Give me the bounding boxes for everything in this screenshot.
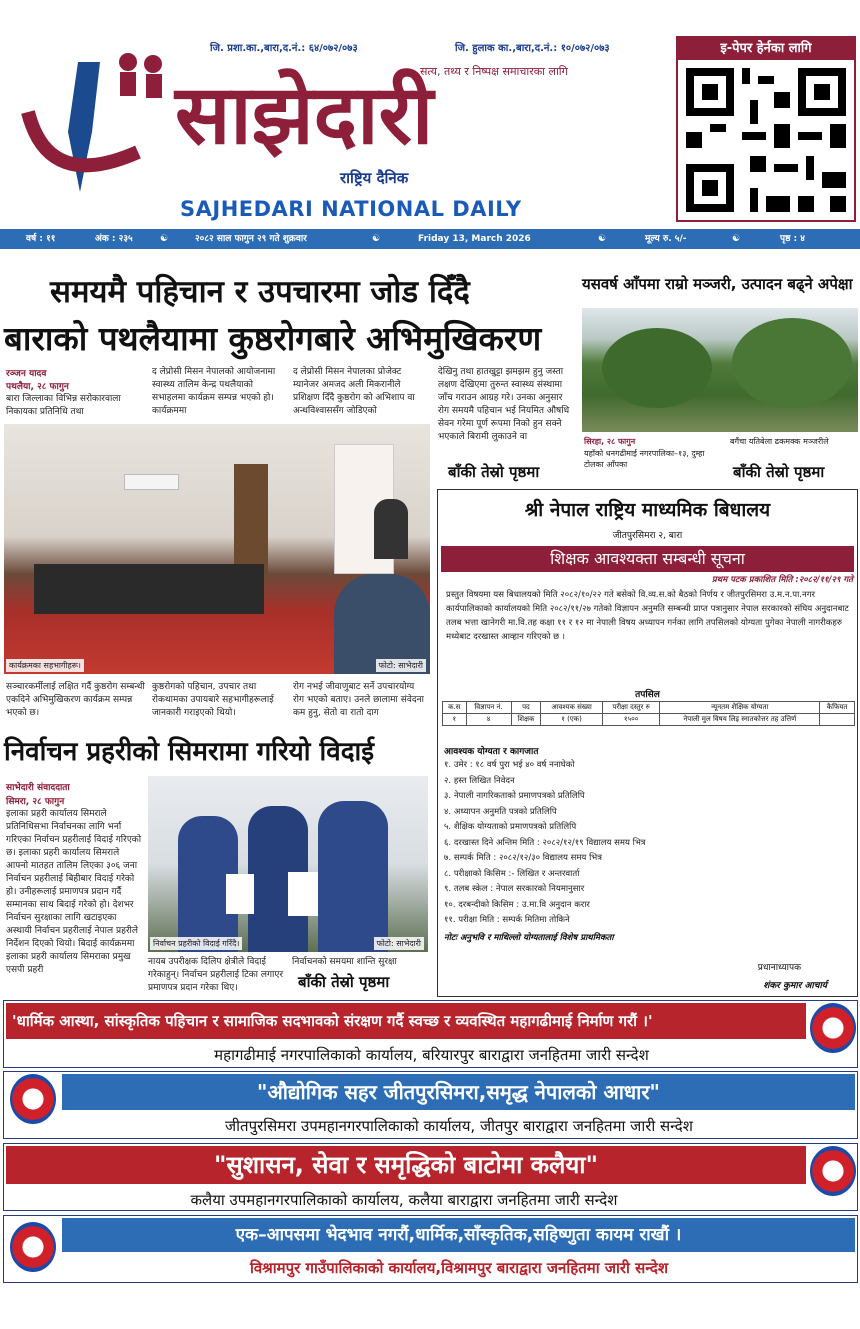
tagline: सत्य, तथ्य र निष्पक्ष समाचारका लागि [420, 65, 568, 78]
ad-banner-bishrampur [3, 1215, 858, 1283]
story1-headline-2: बाराको पथलैयामा कुष्ठरोगबारे अभिमुखिकरण [4, 319, 542, 358]
story1-bottom3: रोग नभई जीवाणुबाट सर्ने उपचारयोग्य रोग भएको बताए। उनले छालामा संवेदना कम हुनु, सेतो वा रातो दाग [293, 682, 424, 718]
story2-photo [582, 308, 858, 432]
story1-bottom1: सञ्चारकर्मीलाई लक्षित गर्दै कुष्ठरोग सम्बन्धी एकदिने अभिमुखिकरण कार्यक्रम सम्पन्न भएको छ। [6, 682, 145, 718]
volume-year: वर्ष : ११ [26, 234, 56, 244]
column-header: विज्ञापन नं. [466, 702, 511, 714]
published-date: प्रथम पटक प्रकाशित मिति :२०८२/११/२९ गते [711, 575, 853, 585]
certificate [288, 872, 318, 916]
table-cell: १ [443, 714, 467, 726]
ad-banner-mahagadhimai [3, 1000, 858, 1068]
price: मूल्य रु. ५/- [645, 234, 687, 244]
story3-byline: साभेदारी संवाददाता [6, 783, 70, 793]
requirement-item: ६. दरखास्त दिने अन्तिम मिति : २०८२/१२/१९ विद्यालय समय भित्र [444, 837, 646, 848]
story3-col1: इलाका प्रहरी कार्यालय सिमराले प्रतिनिधिसभा निर्वाचनका लागि भर्ना गरिएका निर्वाचन प्रहरीलाई विदाई गरिएको छ। इलाका प्रहरी कार्यालय सिमराले आफ्नो मातहत तालिम लिएका ३०६ जना निर्वाचन प्रहरीलाई बिहीबार विदाई गरेको हो। उनीहरूलाई प्रमाणपत्र प्रदान गर्दै सम्मानका साथ बिदाई गरेको हो। देशभर निर्वाचन सुरक्षाका लागि खटाइएका अस्थायी निर्वाचन प्रहरीलाई नेपाल प्रहरीले निर्देशन दिएको थियो। बिदाई कार्यक्रममा इलाका प्रहरी कार्यालय सिमराका प्रमुख एसपी प्रहरी [6, 809, 142, 975]
nepal-emblem-icon [10, 1074, 56, 1124]
certificate [226, 874, 254, 914]
column-header: पद [511, 702, 541, 714]
vacancy-table [442, 701, 855, 726]
story2-continued: बाँकी तेस्रो पृष्ठमा [733, 463, 825, 481]
story1-col3: द लेप्रोसी मिसन नेपालका प्रोजेक्ट म्यानेजर अमजद अली मिकरानीले प्रशिक्षण दिँदै कुष्ठरोग को अभिशाप वा अन्धविश्वाससँग जोडिएको [293, 367, 415, 416]
requirement-item: ३. नेपाली नागरिकताको प्रमाणपत्रको प्रतिलिपि [444, 791, 585, 801]
nepal-emblem-icon [10, 1222, 56, 1272]
logo-text: साझेदारी [175, 68, 434, 163]
requirement-item: ४. अध्यापन अनुमति पत्रको प्रतिलिपि [444, 806, 557, 817]
police-officer [318, 801, 388, 952]
requirements-list [444, 758, 849, 929]
story3-photo-credit: फोटो: साभेदारी [374, 937, 424, 950]
story2-text2: बगैंचा यतिबेला ढकमक्क मञ्जरीले [730, 437, 829, 446]
story1-headline-1: समयमै पहिचान र उपचारमा जोड दिँदै [50, 274, 470, 310]
story1-col1: बारा जिल्लाका विभिन्न सरोकारवाला निकायका प्रतिनिधि तथा [6, 394, 121, 417]
story3-headline: निर्वाचन प्रहरीको सिमरामा गरियो विदाई [4, 737, 374, 767]
school-address: जीतपुरसिमरा २, बारा [612, 531, 683, 541]
story2-headline: यसवर्ष आँपमा राम्रो मञ्जरी, उत्पादन बढ्ने अपेक्षा [582, 275, 853, 293]
pen-logo-icon [8, 42, 178, 192]
column-header: परीक्षा दस्तुर रु [602, 702, 660, 714]
ad-slogan: एक–आपसमा भेदभाव नगरौं,धार्मिक,साँस्कृतिक,सहिष्णुता कायम राखौं । [62, 1218, 855, 1252]
date-nepali: २०८२ साल फागुन २९ गते शुक्रवार [195, 234, 307, 244]
note: नोटः अनुभवि र माथिल्लो योग्यतालाई विशेष प्राथमिकता [444, 933, 614, 943]
ad-banner-kalaiya [3, 1143, 858, 1211]
requirement-item: ९. तलब स्केल : नेपाल सरकारको नियमानुसार [444, 884, 585, 894]
table-cell: ४ [466, 714, 511, 726]
story1-photo-credit: फोटो: साभेदारी [376, 659, 426, 672]
story2-dateline: सिरहा, २८ फागुन [584, 437, 636, 446]
story3-bottom1: नायब उपरीक्षक दिलिप क्षेत्रीले विदाई गरेकाहुन्। निर्वाचन प्रहरीलाई टिका लगाएर प्रमाणपत्र प्रदान गरेका थिए। [148, 957, 284, 993]
epaper-label: इ-पेपर हेर्नका लागि [678, 38, 854, 60]
yin-yang-icon: ☯ [160, 234, 169, 244]
ad-banner-jitpursimara [3, 1071, 858, 1139]
school-name: श्री नेपाल राष्ट्रिय माध्यमिक बिधालय [524, 499, 771, 521]
epaper-box [676, 36, 856, 222]
column-header: कैफियत [820, 702, 855, 714]
ad-slogan: 'धार्मिक आस्था, सांस्कृतिक पहिचान र सामाजिक सदभावको संरक्षण गर्दै स्वच्छ र व्यवस्थित महागढीमाई निर्माण गरौं ।' [6, 1003, 806, 1039]
requirement-item: ७. सम्पर्क मिति : २०८२/१२/३० विद्यालय समय भित्र [444, 853, 602, 863]
story3-dateline: सिमरा, २८ फागुन [6, 797, 65, 807]
issue-number: अंक : २३५ [95, 234, 133, 244]
story1-caption: कार्यक्रमका सहभागीहरू। [6, 659, 84, 672]
ad-issuer: जीतपुरसिमरा उपमहानगरपालिकाको कार्यालय, जीतपुर बाराद्वारा जनहितमा जारी सन्देश [225, 1117, 693, 1135]
speaker [374, 499, 408, 559]
ad-issuer: महागढीमाई नगरपालिकाको कार्यालय, बरियारपुर बाराद्वारा जनहितमा जारी सन्देश [214, 1046, 649, 1064]
story1-col4: देखिनु तथा हातखुट्टा झमझम हुनु जस्ता लक्षण देखिएमा तुरुन्त स्वास्थ्य संस्थामा जाँच गराउन आग्रह गरे। उनका अनुसार रोग समयमै पहिचान भई नियमित औषधि सेवन गरेमा पूर्ण रूपमा निको हुन सक्ने भएकाले बिरामी लुकाउने वा [438, 367, 570, 442]
requirements-title: आवश्यक योग्यता र कागजात [444, 747, 539, 757]
registration-right: जि. हुलाक का.,बारा,द.नं.: १०/०७२/०७३ [455, 43, 610, 54]
vacancy-notice [437, 489, 858, 997]
page-number: पृष्ठ : ४ [780, 234, 805, 244]
column-header: न्यूनतम शैक्षिक योग्यता [660, 702, 820, 714]
column-header: आवश्यक संख्या [541, 702, 603, 714]
subtitle-np: राष्ट्रिय दैनिक [340, 169, 409, 187]
yin-yang-icon: ☯ [372, 234, 381, 244]
qr-code-icon[interactable] [678, 60, 854, 220]
table-row [443, 714, 855, 726]
ad-issuer: कलैया उपमहानगरपालिकाको कार्यालय, कलैया बाराद्वारा जनहितमा जारी सन्देश [190, 1191, 618, 1209]
masthead [0, 0, 860, 228]
story1-byline: रञ्जन यादव [6, 369, 47, 379]
story1-photo [4, 424, 430, 674]
subtitle-en: SAJHEDARI NATIONAL DAILY [180, 197, 522, 221]
table-cell: शिक्षक [511, 714, 541, 726]
story1-bottom2: कुष्ठरोगको पहिचान, उपचार तथा रोकथामका उपायबारे सहभागीहरूलाई जानकारी गराइएको थियो। [152, 682, 274, 718]
story1-col2: द लेप्रोसी मिसन नेपालको आयोजनामा स्वास्थ्य तालिम केन्द्र पथलैयाको सभाहलमा कार्यक्रम सम्पन्न भएको हो। कार्यक्रममा [152, 367, 276, 416]
story1-dateline: पथलैया, २८ फागुन [6, 382, 69, 392]
ac-unit [124, 474, 179, 490]
column-header: क.स [443, 702, 467, 714]
ad-issuer: विश्रामपुर गाउँपालिकाको कार्यालय,विश्रामपुर बाराद्वारा जनहितमा जारी सन्देश [249, 1259, 669, 1277]
table-cell: नेपाली मुल विषय लिइ स्नातकोत्तर तह उत्तिर्ण [660, 714, 820, 726]
table [34, 564, 264, 614]
story3-bottom2: निर्वाचनको समयमा शान्ति सुरक्षा [292, 957, 397, 967]
table-cell: १ (एक) [541, 714, 603, 726]
requirement-item: ८. परीक्षाको किसिम :- लिखित र अन्तरवार्ता [444, 868, 580, 879]
mango-tree [602, 328, 712, 408]
requirement-item: ५. शैक्षिक योग्यताको प्रमाणपत्रको प्रतिलिपि [444, 822, 577, 832]
story1-continued: बाँकी तेस्रो पृष्ठमा [448, 463, 540, 481]
ad-slogan: "सुशासन, सेवा र समृद्धिको बाटोमा कलैया" [6, 1146, 806, 1184]
mango-tree [732, 318, 852, 408]
notice-title: शिक्षक आवश्यक्ता सम्बन्धी सूचना [441, 546, 854, 572]
story3-photo [148, 776, 428, 952]
table-cell [820, 714, 855, 726]
story3-continued: बाँकी तेस्रो पृष्ठमा [298, 973, 390, 991]
ad-slogan: "औद्योगिक सहर जीतपुरसिमरा,समृद्ध नेपालको आधार" [62, 1074, 855, 1110]
requirement-item: १. उमेर : १८ वर्ष पुरा भई ४० वर्ष ननाघेको [444, 760, 575, 770]
date-english: Friday 13, March 2026 [418, 234, 531, 244]
yin-yang-icon: ☯ [598, 234, 607, 244]
door [234, 464, 268, 574]
yin-yang-icon: ☯ [732, 234, 741, 244]
requirement-item: २. हस्त लिखित निवेदन [444, 775, 515, 786]
requirement-item: १०. दरबन्दीको किसिम : उ.मा.वि अनुदान करार [444, 899, 590, 910]
table-cell: १५०० [602, 714, 660, 726]
signer-name: शंकर कुमार आचार्य [763, 981, 827, 991]
story2-text1: यहाँको धनगढीमाई नगरपालिका–१३, दुम्हा टोलका आँपका [584, 449, 705, 469]
registration-left: जि. प्रशा.का.,बारा,द.नं.: ६४/०७२/०७३ [210, 43, 358, 54]
info-bar [0, 229, 860, 249]
nepal-emblem-icon [810, 1146, 856, 1196]
story3-caption: निर्वाचन प्रहरीको विदाई गरिँदै। [150, 937, 242, 950]
table-header-row [443, 702, 855, 714]
requirement-item: ११. परीक्षा मिति : सम्पर्क मितिमा तोकिने [444, 915, 570, 925]
table-title: तपसिल [635, 690, 660, 700]
notice-body: प्रस्तुत विषयमा यस बिधालयको मिति २०८२/१०/२२ गते बसेको वि.व्य.स.को बैठको निर्णय र जीतपुरसिमरा उ.म.न.पा.नगर कार्यपालिकाको कार्यालयको मिति २०८२/११/२७ गतेको विज्ञापन अनुमति सम्बन्धी प्राप्त पत्रानुसार नेपाल सरकारको संघिय अनुदानबाट तलब भत्ता खानेगरी मा.वि.तह कक्षा ११ र १२ मा नेपाली विषय अध्यापन गर्नका लागि तपसिलको योग्यता पुगेका नेपाली नागरीकहरु मध्येबाट दरखास्त आव्हान गरिएको छ । [446, 590, 849, 642]
signer-title: प्रधानाध्यापक [757, 963, 801, 973]
